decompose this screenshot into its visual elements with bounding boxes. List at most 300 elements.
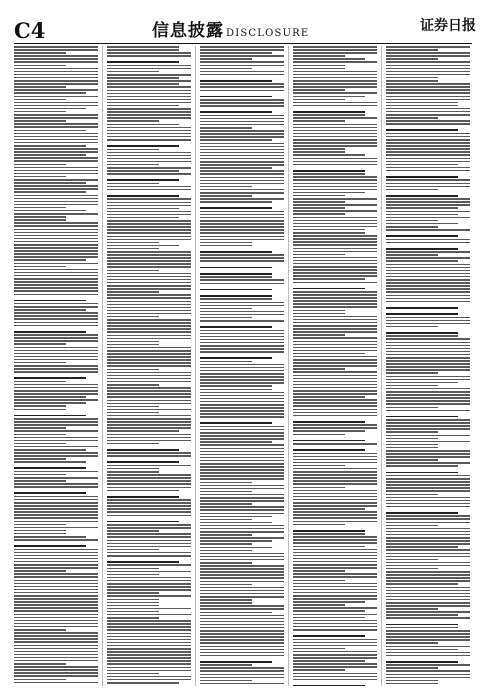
text-line bbox=[200, 170, 284, 172]
text-line bbox=[293, 127, 377, 129]
text-line bbox=[200, 105, 284, 107]
text-line bbox=[14, 499, 98, 501]
text-line bbox=[200, 115, 284, 117]
text-line bbox=[200, 167, 272, 169]
text-line bbox=[200, 74, 284, 76]
text-line bbox=[107, 623, 191, 625]
text-line bbox=[386, 543, 470, 545]
text-line bbox=[386, 450, 470, 452]
text-line bbox=[107, 335, 191, 337]
text-line bbox=[386, 522, 470, 524]
text-line bbox=[293, 533, 365, 535]
text-line bbox=[14, 117, 98, 119]
text-line bbox=[107, 183, 159, 185]
text-line bbox=[200, 522, 272, 524]
text-line bbox=[386, 136, 470, 138]
text-line bbox=[293, 539, 377, 541]
section-title-english: DISCLOSURE bbox=[226, 28, 310, 39]
text-line bbox=[14, 505, 98, 507]
text-line bbox=[293, 393, 377, 395]
text-line bbox=[386, 307, 458, 309]
text-line bbox=[14, 641, 98, 643]
text-line bbox=[293, 244, 377, 246]
text-line bbox=[14, 120, 66, 122]
text-line bbox=[386, 385, 438, 387]
text-line bbox=[14, 467, 86, 469]
text-line bbox=[14, 607, 98, 609]
text-line bbox=[14, 567, 98, 569]
text-line bbox=[200, 513, 284, 515]
text-line bbox=[386, 553, 470, 555]
text-line bbox=[386, 211, 470, 213]
text-line bbox=[14, 219, 66, 221]
text-line bbox=[200, 251, 272, 253]
text-line bbox=[293, 490, 377, 492]
text-line bbox=[14, 399, 98, 401]
text-line bbox=[293, 210, 377, 212]
text-line bbox=[293, 530, 365, 532]
text-line bbox=[293, 46, 377, 48]
text-line bbox=[107, 602, 159, 604]
text-line bbox=[107, 189, 191, 191]
text-line bbox=[293, 288, 365, 290]
text-line bbox=[200, 602, 252, 604]
text-line bbox=[200, 547, 272, 549]
text-line bbox=[14, 46, 98, 48]
text-line bbox=[386, 441, 470, 443]
text-line bbox=[107, 149, 159, 151]
text-line bbox=[14, 232, 98, 234]
text-line bbox=[386, 494, 438, 496]
text-line bbox=[293, 86, 377, 88]
text-line bbox=[200, 497, 284, 499]
text-line bbox=[293, 508, 365, 510]
text-line bbox=[293, 65, 345, 67]
text-line bbox=[200, 491, 252, 493]
text-line bbox=[107, 620, 191, 622]
text-line bbox=[386, 195, 458, 197]
text-line bbox=[200, 130, 284, 132]
text-line bbox=[14, 675, 98, 677]
text-line bbox=[200, 373, 284, 375]
text-line bbox=[14, 114, 98, 116]
text-line bbox=[14, 86, 66, 88]
text-line bbox=[386, 462, 470, 464]
text-line bbox=[386, 661, 458, 663]
text-line bbox=[14, 238, 98, 240]
text-line bbox=[14, 390, 98, 392]
text-line bbox=[293, 161, 377, 163]
text-line bbox=[386, 320, 470, 322]
text-line bbox=[14, 185, 98, 187]
text-line bbox=[293, 669, 345, 671]
text-line bbox=[293, 580, 345, 582]
text-line bbox=[293, 378, 377, 380]
text-line bbox=[107, 574, 159, 576]
text-line bbox=[14, 294, 98, 296]
text-line bbox=[200, 432, 284, 434]
text-line bbox=[386, 46, 470, 48]
text-line bbox=[14, 471, 98, 473]
text-line bbox=[200, 314, 284, 316]
text-line bbox=[107, 633, 191, 635]
text-line bbox=[386, 92, 470, 94]
text-line bbox=[200, 311, 284, 313]
text-line bbox=[200, 422, 272, 424]
text-line bbox=[14, 371, 98, 373]
text-line bbox=[107, 499, 191, 501]
text-line bbox=[293, 629, 377, 631]
text-line bbox=[14, 157, 98, 159]
header-rule bbox=[14, 43, 472, 44]
text-line bbox=[386, 357, 470, 359]
text-line bbox=[107, 248, 159, 250]
text-line bbox=[293, 483, 377, 485]
text-line bbox=[386, 677, 470, 679]
text-line bbox=[200, 488, 284, 490]
text-line bbox=[107, 403, 191, 405]
text-line bbox=[293, 459, 377, 461]
text-line bbox=[107, 654, 191, 656]
text-line bbox=[386, 611, 470, 613]
text-line bbox=[386, 154, 470, 156]
text-line bbox=[14, 182, 86, 184]
text-line bbox=[293, 399, 377, 401]
text-line bbox=[293, 604, 345, 606]
text-line bbox=[14, 427, 66, 429]
text-line bbox=[14, 244, 98, 246]
text-line bbox=[107, 372, 191, 374]
text-line bbox=[107, 378, 191, 380]
text-line bbox=[386, 428, 470, 430]
text-line bbox=[293, 232, 365, 234]
text-line bbox=[107, 325, 191, 327]
text-line bbox=[107, 496, 179, 498]
text-line bbox=[107, 660, 191, 662]
text-line bbox=[386, 403, 470, 405]
text-line bbox=[14, 517, 98, 519]
text-line bbox=[293, 92, 377, 94]
text-line bbox=[386, 528, 470, 530]
text-line bbox=[14, 573, 98, 575]
text-line bbox=[107, 605, 159, 607]
text-line bbox=[293, 496, 377, 498]
text-line bbox=[200, 186, 252, 188]
text-line bbox=[107, 266, 191, 268]
text-line bbox=[107, 65, 191, 67]
text-line bbox=[386, 394, 470, 396]
text-line bbox=[107, 549, 159, 551]
text-line bbox=[14, 210, 86, 212]
text-line bbox=[293, 83, 377, 85]
text-line bbox=[386, 642, 438, 644]
text-line bbox=[293, 269, 377, 271]
text-line bbox=[107, 421, 191, 423]
text-line bbox=[386, 400, 470, 402]
text-line bbox=[386, 335, 458, 337]
text-line bbox=[200, 317, 252, 319]
text-line bbox=[386, 674, 470, 676]
text-line bbox=[386, 683, 438, 685]
text-line bbox=[14, 409, 66, 411]
text-line bbox=[107, 80, 191, 82]
text-line bbox=[386, 636, 470, 638]
text-line bbox=[386, 89, 470, 91]
text-line bbox=[107, 415, 191, 417]
text-line bbox=[14, 68, 98, 70]
text-line bbox=[14, 269, 98, 271]
text-line bbox=[293, 651, 377, 653]
text-line bbox=[200, 333, 284, 335]
text-line bbox=[200, 326, 272, 328]
text-line bbox=[386, 605, 470, 607]
text-line bbox=[293, 220, 377, 222]
text-line bbox=[293, 154, 365, 156]
text-line bbox=[200, 624, 284, 626]
text-line bbox=[386, 596, 470, 598]
text-line bbox=[107, 214, 191, 216]
text-line bbox=[14, 545, 86, 547]
text-line bbox=[200, 86, 284, 88]
text-line bbox=[293, 521, 377, 523]
text-line bbox=[386, 537, 470, 539]
text-line bbox=[386, 580, 470, 582]
text-line bbox=[293, 598, 377, 600]
text-line bbox=[293, 601, 365, 603]
text-line bbox=[107, 55, 191, 57]
text-line bbox=[293, 524, 345, 526]
text-line bbox=[107, 350, 191, 352]
text-line bbox=[14, 71, 98, 73]
text-line bbox=[293, 468, 377, 470]
text-line bbox=[293, 471, 377, 473]
text-line bbox=[14, 455, 98, 457]
text-line bbox=[107, 536, 191, 538]
text-line bbox=[293, 260, 377, 262]
text-line bbox=[200, 540, 272, 542]
text-line bbox=[200, 298, 272, 300]
text-line bbox=[293, 136, 377, 138]
text-line bbox=[200, 441, 272, 443]
text-line bbox=[107, 369, 159, 371]
text-column bbox=[107, 46, 191, 686]
text-line bbox=[200, 308, 252, 310]
text-line bbox=[14, 368, 98, 370]
text-line bbox=[14, 198, 98, 200]
text-line bbox=[293, 248, 377, 250]
text-line bbox=[200, 124, 284, 126]
text-line bbox=[200, 339, 284, 341]
text-line bbox=[14, 434, 66, 436]
text-line bbox=[14, 502, 98, 504]
text-line bbox=[293, 158, 377, 160]
text-line bbox=[200, 596, 284, 598]
text-line bbox=[14, 278, 98, 280]
text-line bbox=[200, 426, 284, 428]
text-line bbox=[293, 204, 377, 206]
text-line bbox=[14, 148, 98, 150]
text-line bbox=[386, 179, 470, 181]
text-line bbox=[14, 303, 98, 305]
text-line bbox=[14, 527, 98, 529]
text-line bbox=[386, 55, 470, 57]
text-line bbox=[200, 149, 284, 151]
text-line bbox=[293, 405, 377, 407]
text-line bbox=[293, 77, 377, 79]
text-line bbox=[14, 480, 66, 482]
text-line bbox=[107, 232, 191, 234]
text-line bbox=[200, 180, 284, 182]
text-line bbox=[107, 461, 179, 463]
text-line bbox=[293, 573, 377, 575]
text-line bbox=[107, 362, 191, 364]
text-line bbox=[200, 680, 252, 682]
text-line bbox=[293, 170, 365, 172]
text-line bbox=[293, 344, 377, 346]
text-line bbox=[200, 531, 284, 533]
text-line bbox=[14, 458, 66, 460]
text-line bbox=[293, 55, 345, 57]
text-line bbox=[107, 328, 191, 330]
text-line bbox=[386, 515, 470, 517]
text-line bbox=[386, 478, 470, 480]
text-line bbox=[386, 388, 470, 390]
text-line bbox=[200, 429, 284, 431]
text-line bbox=[107, 356, 191, 358]
text-line bbox=[200, 593, 284, 595]
text-line bbox=[200, 229, 284, 231]
text-line bbox=[200, 46, 284, 48]
text-line bbox=[14, 58, 98, 60]
text-line bbox=[107, 679, 191, 681]
text-line bbox=[107, 61, 179, 63]
text-line bbox=[107, 682, 179, 684]
text-line bbox=[200, 581, 284, 583]
text-line bbox=[200, 553, 284, 555]
text-line bbox=[107, 341, 159, 343]
text-line bbox=[293, 610, 365, 612]
text-line bbox=[107, 521, 179, 523]
text-line bbox=[293, 192, 365, 194]
text-line bbox=[107, 611, 159, 613]
text-line bbox=[386, 670, 470, 672]
text-line bbox=[386, 354, 470, 356]
text-line bbox=[293, 595, 377, 597]
text-line bbox=[386, 167, 470, 169]
text-line bbox=[200, 385, 272, 387]
text-line bbox=[293, 319, 377, 321]
text-line bbox=[200, 177, 284, 179]
text-line bbox=[293, 328, 377, 330]
text-line bbox=[293, 676, 377, 678]
text-line bbox=[107, 571, 191, 573]
text-line bbox=[107, 434, 191, 436]
text-line bbox=[107, 270, 159, 272]
text-line bbox=[200, 494, 284, 496]
text-line bbox=[107, 195, 179, 197]
text-line bbox=[200, 577, 284, 579]
text-line bbox=[107, 263, 191, 265]
text-line bbox=[14, 620, 98, 622]
text-line bbox=[293, 623, 377, 625]
text-line bbox=[107, 205, 191, 207]
text-line bbox=[293, 337, 377, 339]
text-line bbox=[200, 102, 284, 104]
text-line bbox=[107, 291, 159, 293]
text-line bbox=[200, 401, 284, 403]
text-line bbox=[386, 123, 470, 125]
text-line bbox=[293, 189, 377, 191]
text-line bbox=[107, 170, 179, 172]
text-line bbox=[14, 610, 98, 612]
text-line bbox=[14, 430, 98, 432]
text-line bbox=[386, 617, 470, 619]
text-line bbox=[200, 457, 284, 459]
text-line bbox=[200, 416, 284, 418]
text-line bbox=[200, 639, 284, 641]
text-line bbox=[293, 362, 377, 364]
text-line bbox=[293, 555, 377, 557]
text-line bbox=[293, 586, 377, 588]
text-line bbox=[107, 552, 191, 554]
text-line bbox=[386, 251, 470, 253]
text-line bbox=[200, 460, 284, 462]
text-line bbox=[293, 130, 377, 132]
text-line bbox=[200, 525, 284, 527]
text-line bbox=[386, 363, 470, 365]
text-line bbox=[293, 272, 377, 274]
text-line bbox=[386, 102, 458, 104]
text-line bbox=[293, 145, 377, 147]
text-line bbox=[386, 226, 438, 228]
text-line bbox=[14, 592, 98, 594]
text-line bbox=[14, 492, 86, 494]
text-line bbox=[107, 477, 191, 479]
text-line bbox=[200, 382, 284, 384]
text-line bbox=[293, 58, 365, 60]
text-line bbox=[107, 387, 191, 389]
text-line bbox=[200, 52, 272, 54]
text-line bbox=[293, 570, 345, 572]
text-line bbox=[386, 338, 470, 340]
text-line bbox=[386, 74, 470, 76]
text-line bbox=[107, 580, 191, 582]
text-line bbox=[200, 571, 284, 573]
text-line bbox=[14, 626, 98, 628]
text-line bbox=[386, 348, 470, 350]
text-line bbox=[293, 313, 345, 315]
text-line bbox=[200, 242, 252, 244]
text-line bbox=[386, 506, 470, 508]
text-line bbox=[293, 583, 377, 585]
text-line bbox=[386, 534, 470, 536]
text-line bbox=[386, 608, 438, 610]
text-line bbox=[386, 273, 470, 275]
text-line bbox=[386, 422, 470, 424]
text-line bbox=[386, 435, 470, 437]
text-line bbox=[14, 558, 98, 560]
text-line bbox=[14, 446, 98, 448]
text-line bbox=[293, 120, 345, 122]
text-line bbox=[14, 552, 98, 554]
text-line bbox=[14, 393, 98, 395]
text-line bbox=[386, 214, 458, 216]
text-line bbox=[200, 550, 252, 552]
text-line bbox=[200, 68, 252, 70]
text-line bbox=[293, 499, 377, 501]
text-line bbox=[14, 483, 98, 485]
text-line bbox=[14, 287, 98, 289]
